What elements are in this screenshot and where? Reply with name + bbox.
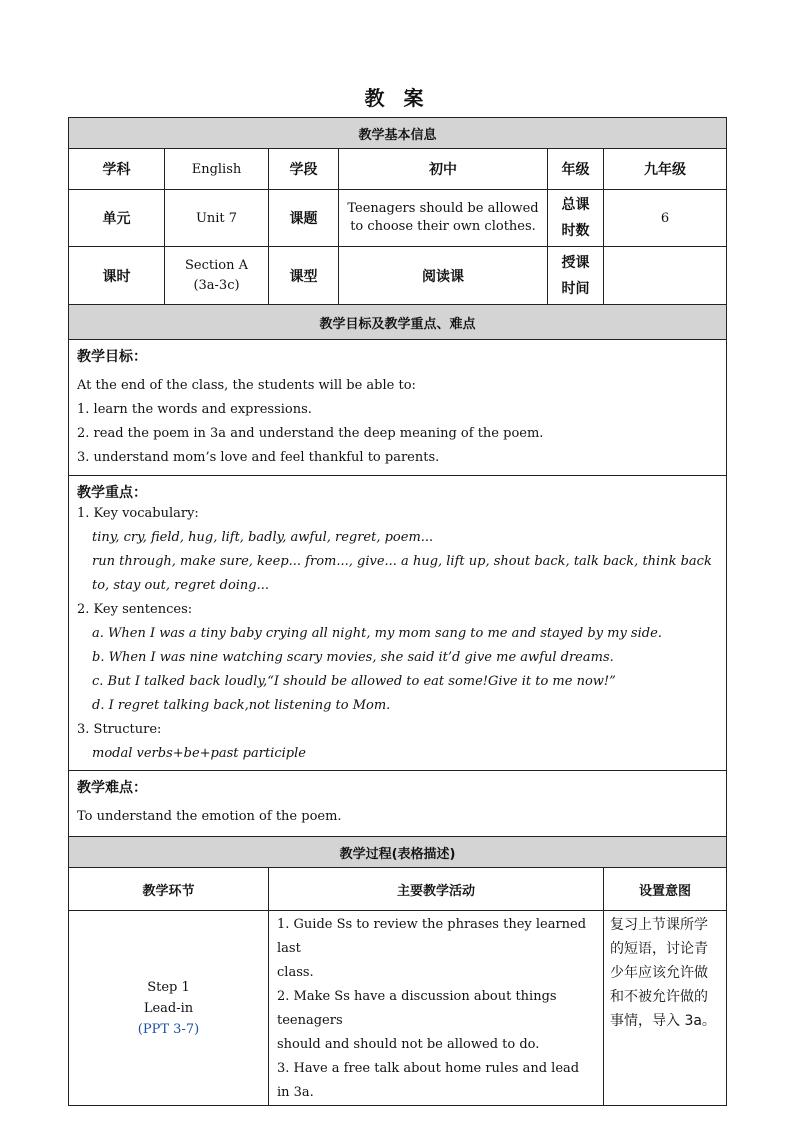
total-hours-value: 6 [604, 190, 727, 247]
activity-line: class. [277, 965, 314, 980]
process-col-intent: 设置意图 [604, 868, 727, 911]
objectives-header: 教学目标及教学重点、难点 [69, 305, 727, 340]
total-hours-label-line1: 总课 [561, 197, 590, 213]
period-value-line2: (3a-3c) [193, 277, 240, 293]
type-label: 课型 [269, 247, 339, 305]
basic-info-header: 教学基本信息 [69, 118, 727, 149]
topic-value-line2: to choose their own clothes. [350, 219, 536, 234]
total-hours-label [548, 190, 604, 247]
key-points-heading: 教学重点： [77, 485, 147, 501]
type-value: 阅读课 [339, 247, 548, 305]
process-intent-cell: 复习上节课所学的短语，讨论青少年应该允许做和不被允许做的事情，导入 3a。 [604, 911, 727, 1106]
process-step-cell [69, 911, 269, 1106]
subject-value: English [165, 149, 269, 190]
teaching-goals-intro: At the end of the class, the students will be able to: [77, 378, 416, 393]
key-sentence: b. When I was nine watching scary movies, she said it’d give me awful dreams. [92, 650, 614, 665]
teaching-goals-block [69, 340, 727, 476]
difficulty-text: To understand the emotion of the poem. [77, 809, 342, 824]
teaching-goals-heading: 教学目标： [77, 349, 147, 365]
process-activity-cell [269, 911, 604, 1106]
activity-line: 1. Guide Ss to review the phrases they learned last [277, 917, 587, 956]
teaching-goal-item: 1. learn the words and expressions. [77, 402, 312, 417]
activity-line: 2. Make Ss have a discussion about things teenagers [277, 989, 557, 1028]
key-sentence: c. But I talked back loudly,“I should be allowed to eat some!Give it to me now!” [92, 674, 616, 689]
process-row [69, 911, 727, 1106]
key-sentence: a. When I was a tiny baby crying all night, my mom sang to me and stayed by my side. [92, 626, 662, 641]
step-ppt-range: (PPT 3-7) [137, 1021, 200, 1037]
total-hours-label-line2: 时数 [561, 223, 590, 239]
grade-value: 九年级 [604, 149, 727, 190]
lesson-plan-table [68, 117, 727, 1106]
teaching-goal-item: 2. read the poem in 3a and understand the deep meaning of the poem. [77, 426, 544, 441]
stage-label: 学段 [269, 149, 339, 190]
grade-label: 年级 [548, 149, 604, 190]
difficulty-block [69, 771, 727, 837]
step-name: Lead-in [143, 1000, 194, 1016]
key-points-block [69, 476, 727, 771]
key-vocab-line: run through, make sure, keep... from..., give... a hug, lift up, shout back, talk back, think back to, stay out, regret doing... [92, 554, 712, 593]
process-col-activity: 主要教学活动 [269, 868, 604, 911]
unit-label: 单元 [69, 190, 165, 247]
time-label-line1: 授课 [561, 254, 590, 271]
process-header: 教学过程(表格描述) [69, 837, 727, 868]
process-col-step: 教学环节 [69, 868, 269, 911]
key-vocab-line: tiny, cry, field, hug, lift, badly, awful, regret, poem... [92, 530, 434, 545]
unit-value: Unit 7 [165, 190, 269, 247]
topic-label: 课题 [269, 190, 339, 247]
period-value-line1: Section A [185, 257, 248, 273]
structure-value: modal verbs+be+past participle [92, 746, 306, 761]
subject-label: 学科 [69, 149, 165, 190]
difficulty-heading: 教学难点： [77, 780, 147, 796]
activity-line: 3. Have a free talk about home rules and lead in 3a. [277, 1061, 580, 1100]
key-sentences-label: 2. Key sentences: [77, 602, 193, 617]
topic-value-line1: Teenagers should be allowed [347, 201, 539, 216]
period-label: 课时 [69, 247, 165, 305]
stage-value: 初中 [339, 149, 548, 190]
topic-value [339, 190, 548, 247]
step-number: Step 1 [147, 979, 190, 995]
time-value [604, 247, 727, 305]
time-label [548, 247, 604, 305]
teaching-goal-item: 3. understand mom’s love and feel thankful to parents. [77, 450, 440, 465]
document-title: 教 案 [364, 86, 430, 110]
key-sentence: d. I regret talking back,not listening to Mom. [92, 698, 391, 713]
activity-line: should and should not be allowed to do. [277, 1037, 540, 1052]
key-vocab-label: 1. Key vocabulary: [77, 506, 199, 521]
time-label-line2: 时间 [561, 280, 590, 297]
structure-label: 3. Structure: [77, 722, 162, 737]
period-value [165, 247, 269, 305]
